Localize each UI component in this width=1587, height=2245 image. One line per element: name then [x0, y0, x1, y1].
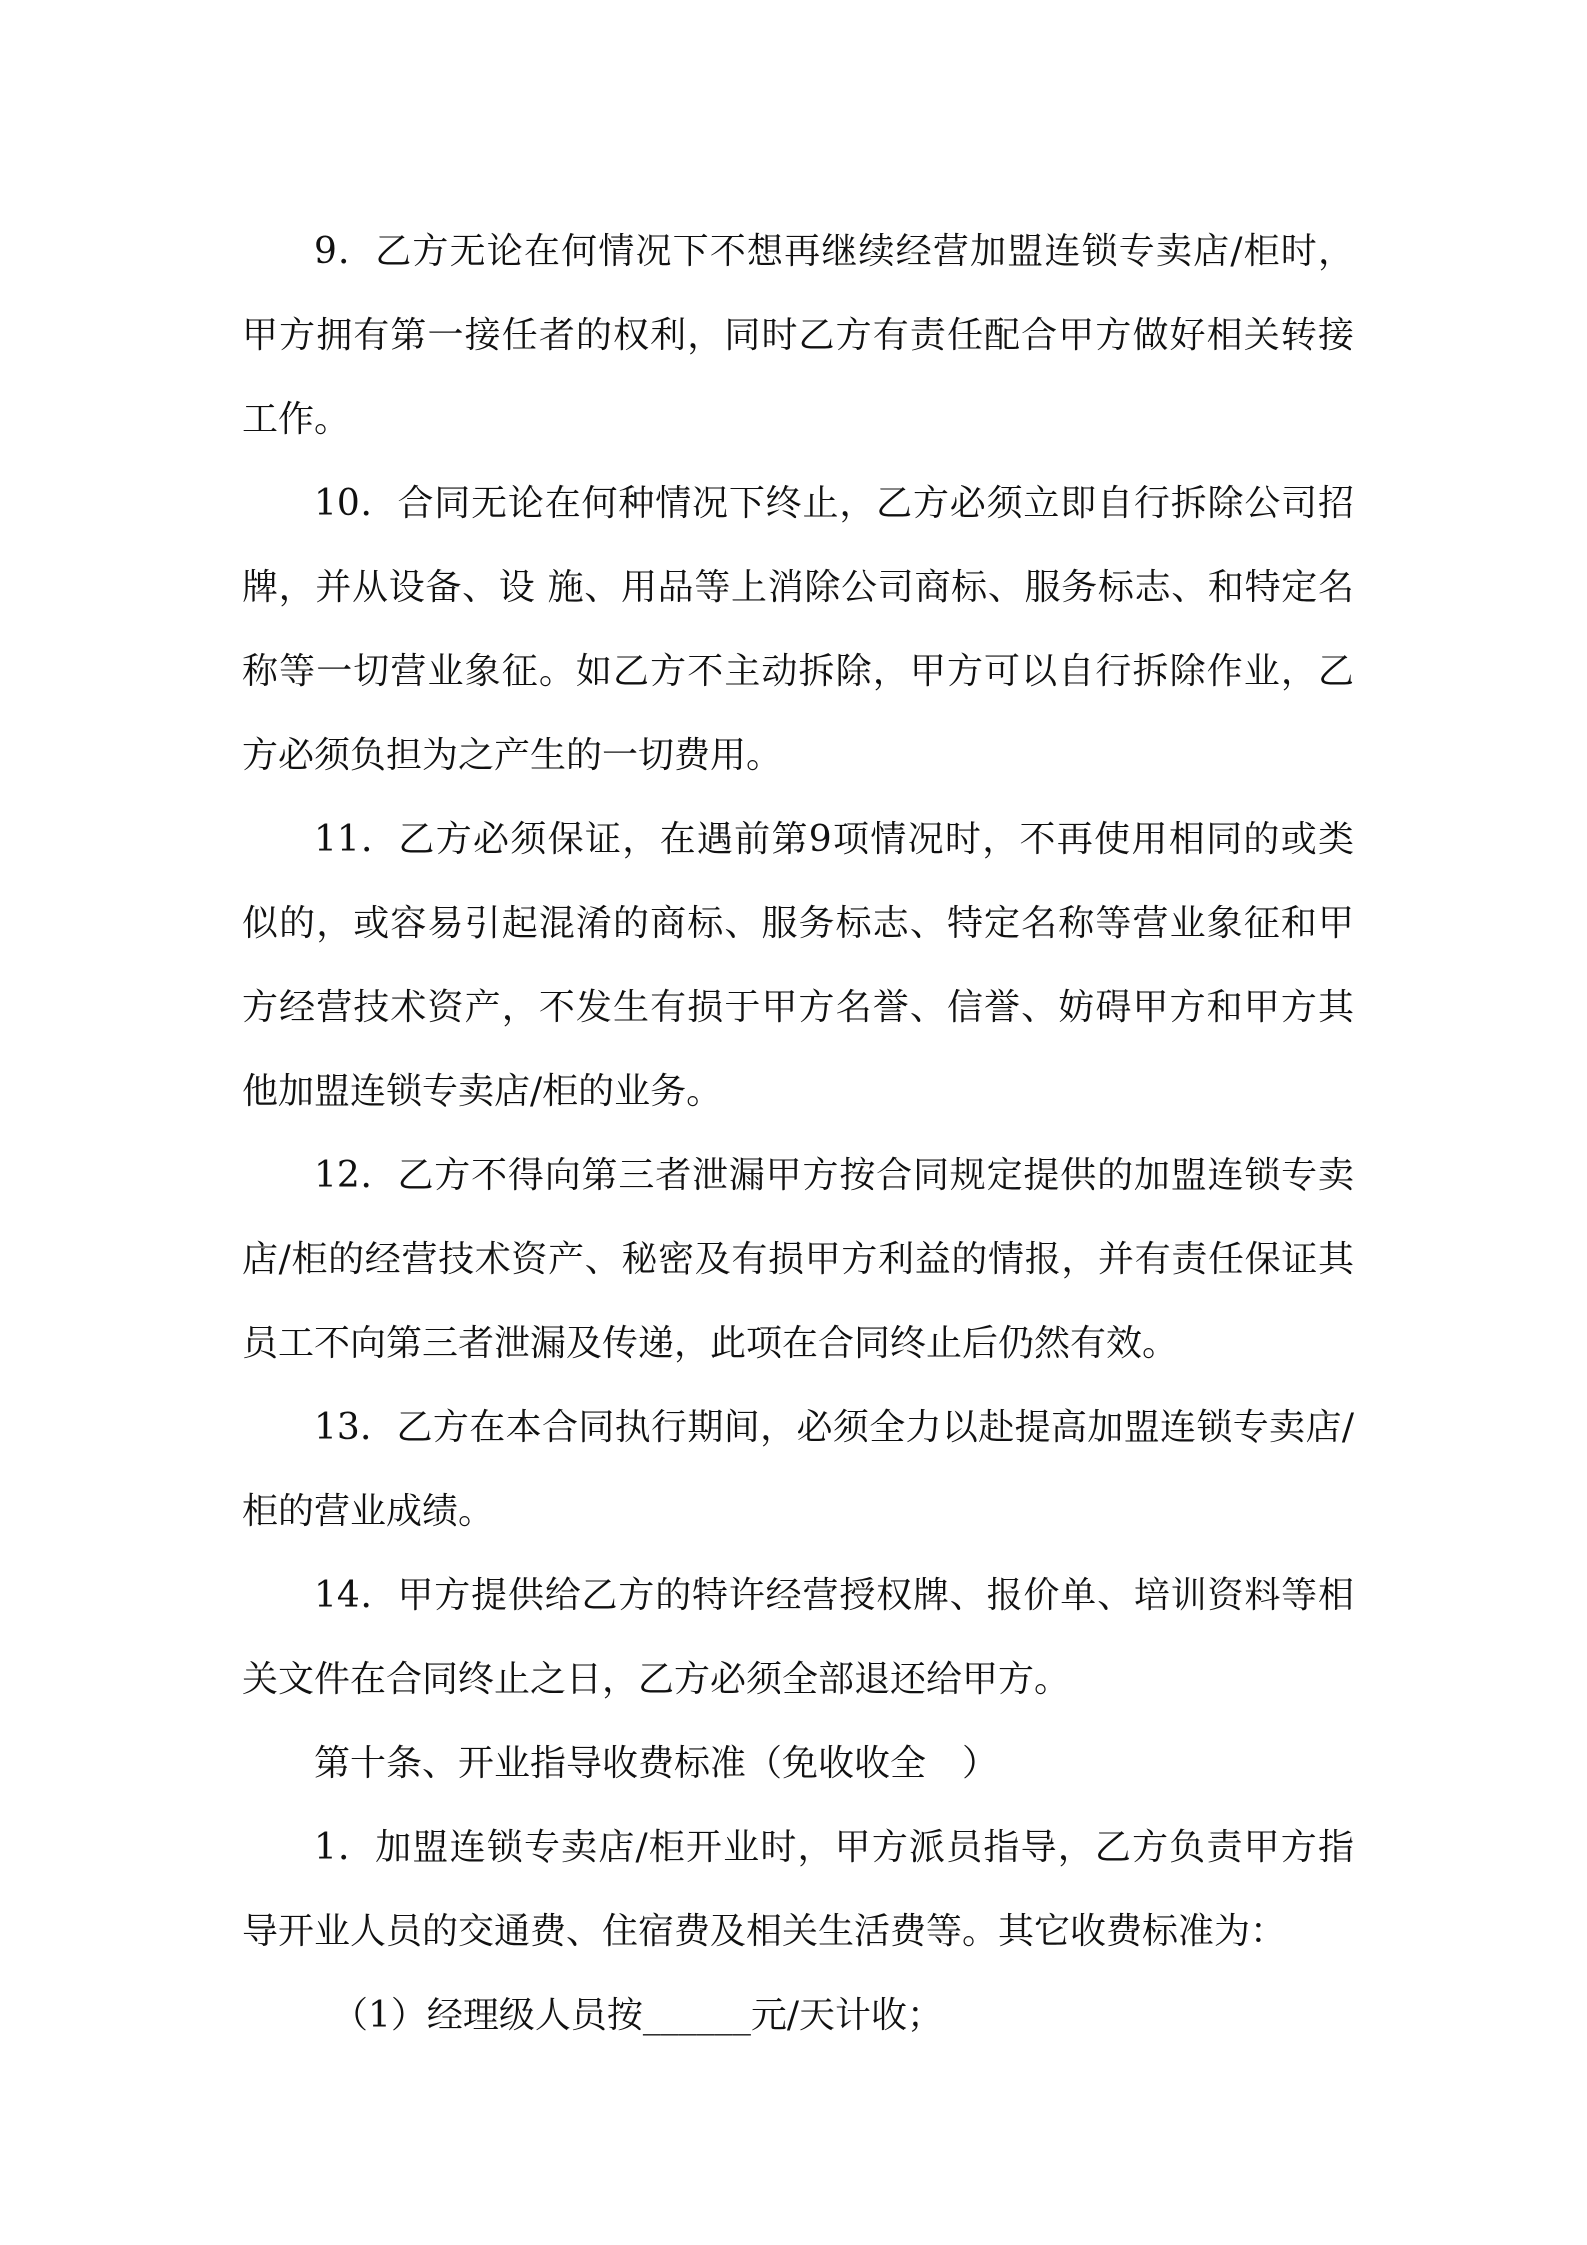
clause-11: 11．乙方必须保证，在遇前第9项情况时，不再使用相同的或类似的，或容易引起混淆的商标、服务标志、特定名称等营业象征和甲方经营技术资产，不发生有损于甲方名誉、信誉、妨碍甲方和甲方其他加盟连锁专卖店/柜的业务。 [242, 819, 1354, 1112]
article-10-clause-1: 1．加盟连锁专卖店/柜开业时，甲方派员指导，乙方负责甲方指导开业人员的交通费、住宿费及相关生活费等。其它收费标准为： [242, 1827, 1354, 1952]
clause-14: 14．甲方提供给乙方的特许经营授权牌、报价单、培训资料等相关文件在合同终止之日，乙方必须全部退还给甲方。 [242, 1575, 1354, 1700]
clause-9: 9．乙方无论在何情况下不想再继续经营加盟连锁专卖店/柜时，甲方拥有第一接任者的权利，同时乙方有责任配合甲方做好相关转接工作。 [242, 231, 1354, 440]
clause-13: 13．乙方在本合同执行期间，必须全力以赴提高加盟连锁专卖店/柜的营业成绩。 [242, 1407, 1354, 1532]
fee-item-1: （1）经理级人员按______元/天计收； [332, 1995, 944, 2036]
clause-12: 12．乙方不得向第三者泄漏甲方按合同规定提供的加盟连锁专卖店/柜的经营技术资产、秘密及有损甲方利益的情报，并有责任保证其员工不向第三者泄漏及传递，此项在合同终止后仍然有效。 [242, 1155, 1354, 1364]
clause-10: 10．合同无论在何种情况下终止，乙方必须立即自行拆除公司招牌，并从设备、设 施、用品等上消除公司商标、服务标志、和特定名称等一切营业象征。如乙方不主动拆除，甲方可以自行拆除作业，乙方必须负担为之产生的一切费用。 [242, 483, 1354, 776]
article-10-heading: 第十条、开业指导收费标准（免收收全 ） [314, 1743, 999, 1784]
